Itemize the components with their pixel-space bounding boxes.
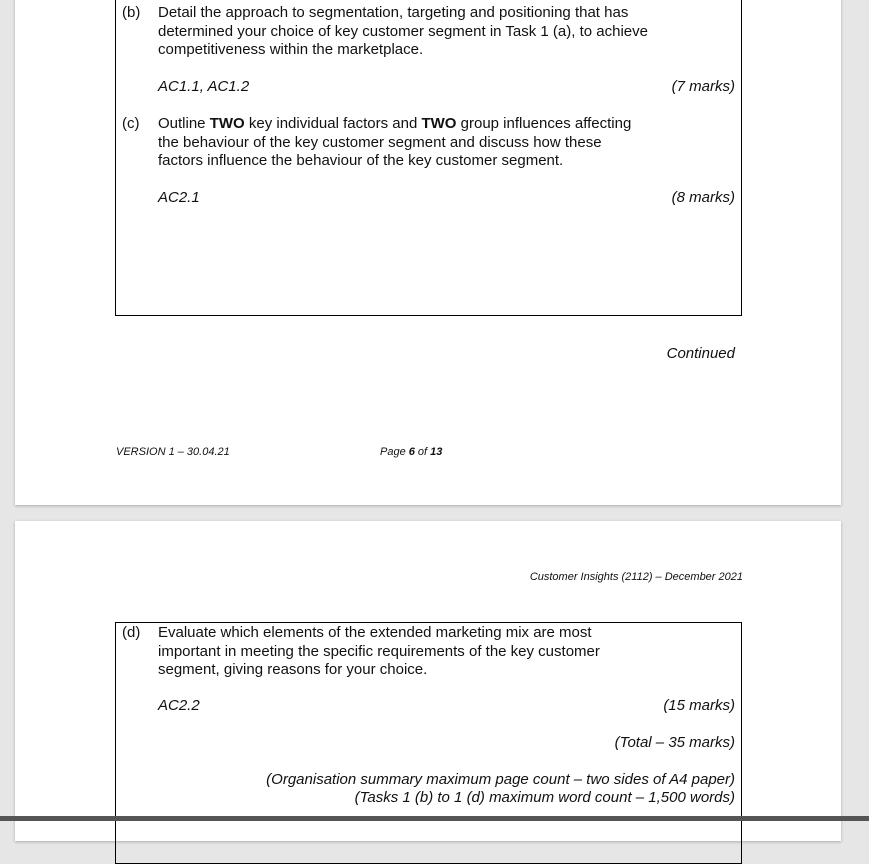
question-b-label: (b) (122, 4, 141, 21)
question-b-text: Detail the approach to segmentation, targeting and positioning that has determined your choice of key customer segment in Task 1 (a), to achieve competitiveness within the marketplace. (158, 4, 648, 58)
question-d-text: Evaluate which elements of the extended marketing mix are most important in meeting the specific requirements of the key customer segment, giving reasons for your choice. (158, 624, 600, 678)
document-page-7 (15, 521, 841, 841)
page-count-note: (Organisation summary maximum page count – two sides of A4 paper) (266, 771, 735, 788)
version-footer: VERSION 1 – 30.04.21 (116, 446, 230, 458)
question-c-marks: (8 marks) (671, 189, 735, 206)
question-c-label: (c) (122, 115, 140, 132)
viewer-bottom-bar (0, 816, 869, 821)
page-number-footer: Page 6 of 13 (380, 446, 443, 458)
question-total-marks: (Total – 35 marks) (614, 734, 735, 751)
document-page-6 (15, 0, 841, 505)
continued-label: Continued (666, 345, 735, 362)
question-b-criteria: AC1.1, AC1.2 (158, 78, 250, 95)
word-count-note: (Tasks 1 (b) to 1 (d) maximum word count – 1,500 words) (354, 789, 735, 806)
running-header: Customer Insights (2112) – December 2021 (529, 571, 743, 583)
question-c-criteria: AC2.1 (158, 189, 200, 206)
question-b-marks: (7 marks) (671, 78, 735, 95)
question-c-text: Outline TWO key individual factors and TWO group influences affecting the behaviour of the key customer segment and discuss how these factors influence the behaviour of the key customer segment. (158, 115, 632, 169)
question-d-label: (d) (122, 624, 141, 641)
question-d-marks: (15 marks) (663, 697, 735, 714)
question-d-criteria: AC2.2 (158, 697, 200, 714)
